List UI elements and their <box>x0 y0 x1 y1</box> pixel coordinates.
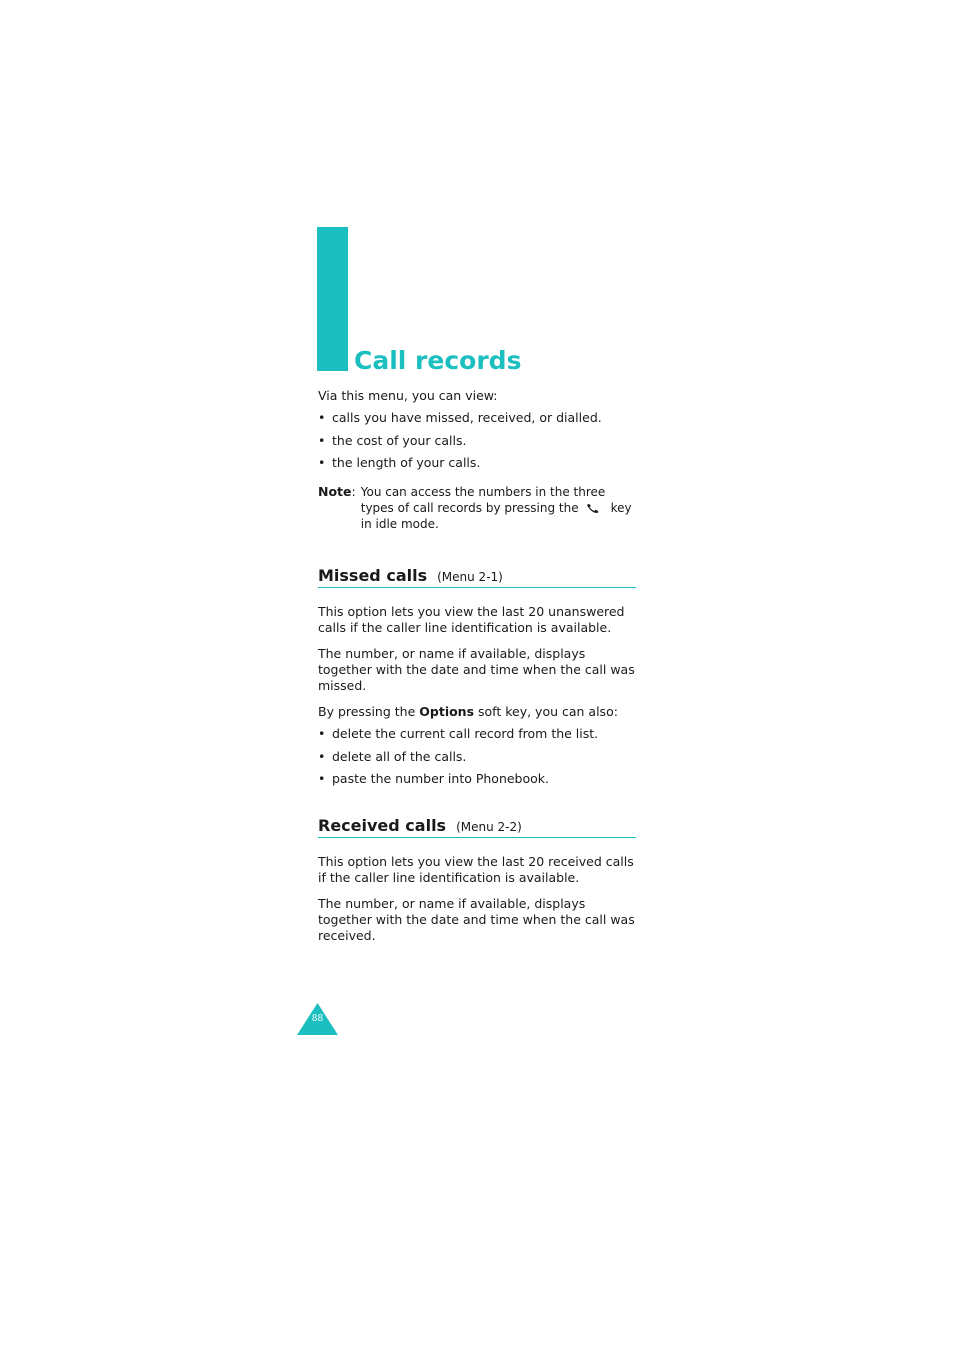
menu-reference: (Menu 2-1) <box>437 570 503 584</box>
list-item: • delete all of the calls. <box>318 748 467 764</box>
page-number: 88 <box>311 1014 324 1024</box>
list-item: • delete the current call record from the list. <box>318 726 599 741</box>
note-block: Note : You can access the numbers in the three types of call records by pressing the key in idle mode. <box>318 484 636 532</box>
page-title: Call records <box>354 346 522 375</box>
list-item: • the cost of your calls. <box>318 432 467 448</box>
bullet-marker: • <box>318 748 326 764</box>
bullet-marker: • <box>318 432 326 448</box>
page-content <box>318 388 636 954</box>
paragraph: This option lets you view the last 20 unanswered calls if the caller line identification is available. <box>318 604 625 635</box>
bullet-marker: • <box>318 726 326 741</box>
chapter-tab-bar <box>317 227 348 371</box>
paragraph: By pressing the Options soft key, you can also: <box>318 704 618 719</box>
section-heading-missed-calls <box>318 566 636 588</box>
paragraph: This option lets you view the last 20 received calls if the caller line identification is available. <box>318 854 634 885</box>
paragraph: The number, or name if available, displays together with the date and time when the call was received. <box>318 896 635 943</box>
section-title: Received calls <box>318 816 447 835</box>
note-label: Note <box>318 484 352 499</box>
menu-reference: (Menu 2-2) <box>456 820 522 834</box>
paragraph: The number, or name if available, displays together with the date and time when the call was missed. <box>318 646 635 693</box>
section-title: Missed calls <box>318 566 428 585</box>
bullet-marker: • <box>318 410 326 425</box>
intro-text: Via this menu, you can view: <box>318 388 498 403</box>
missed-options-list <box>318 726 636 787</box>
intro-bullet-list <box>318 410 636 471</box>
list-item: • calls you have missed, received, or dialled. <box>318 410 602 425</box>
options-key-label: Options <box>419 704 475 719</box>
phone-send-key-icon <box>585 502 601 514</box>
section-heading-received-calls <box>318 816 636 838</box>
list-item: • paste the number into Phonebook. <box>318 771 549 786</box>
note-text: You can access the numbers in the three types of call records by pressing the key in idle mode. <box>360 485 632 531</box>
list-item: • the length of your calls. <box>318 455 481 470</box>
bullet-marker: • <box>318 771 326 786</box>
bullet-marker: • <box>318 455 326 470</box>
